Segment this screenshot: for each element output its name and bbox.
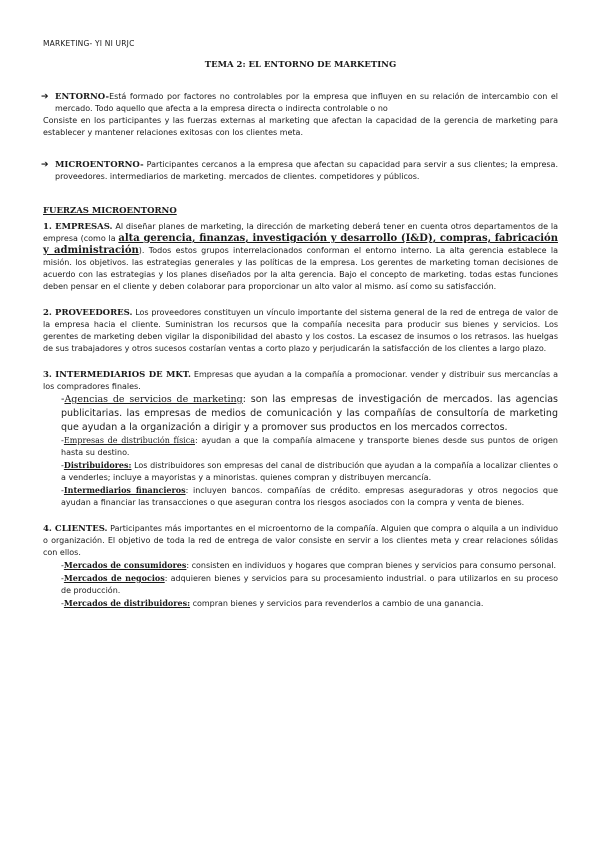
empresas-text-1: Al diseñar planes de marketing, la dirección de marketing deberá tener en cuenta otros departamentos de la empresa (como la: [43, 222, 558, 243]
proveedores-section: [43, 307, 558, 355]
entorno-block: [43, 91, 558, 139]
proveedores-heading: 2. PROVEEDORES.: [43, 308, 133, 318]
arrow-bullet-icon: ➔: [41, 160, 49, 170]
empresas-section: [43, 221, 558, 293]
financieros-label: Intermediarios financieros: [63, 485, 186, 495]
running-header: MARKETING- YI NI URJC: [43, 39, 135, 48]
distribucion-label: Empresas de distribución física: [63, 436, 195, 445]
empresas-heading: 1. EMPRESAS.: [43, 222, 113, 232]
consumidores-label: Mercados de consumidores: [63, 560, 187, 570]
microentorno-term: MICROENTORNO-: [55, 160, 144, 170]
page-title: TEMA 2: EL ENTORNO DE MARKETING: [204, 60, 397, 70]
list-item: -Distribuidores: Los distribuidores son empresas del canal de distribución que ayudan a la compañía a localizar clientes o a venderles; incluye a mayoristas y a minoristas. quienes compran y distribuyen mercancía.: [61, 460, 558, 482]
arrow-bullet-icon: ➔: [41, 92, 49, 102]
clientes-heading: 4. CLIENTES.: [43, 524, 108, 534]
microentorno-block: [43, 159, 558, 183]
entorno-term: ENTORNO-: [55, 92, 110, 102]
entorno-text-2: Consiste en los participantes y las fuerzas externas al marketing que afectan la capacidad de la gerencia de marketing para establecer y mantener relaciones exitosas con los clientes meta.: [43, 116, 558, 137]
list-item: -Intermediarios financieros: incluyen bancos. compañías de crédito. empresas aseguradoras y otros negocios que ayudan a financiar las transacciones o que aseguran contra los riesgos asociados con la compra y venta de bienes.: [61, 485, 559, 507]
mercados-distribuidores-label: Mercados de distribuidores:: [63, 598, 191, 608]
consumidores-text: : consisten en individuos y hogares que compran bienes y servicios para consumo personal.: [186, 561, 557, 570]
document-page: [43, 38, 558, 610]
agencias-text: : son las empresas de investigación de mercados. las agencias publicitarias. las empresas de medios de comunicación y las compañías de consultoría de marketing que ayudan a la organización a dirigir y a promover sus productos en los mercados correctos.: [61, 394, 558, 433]
list-item: -Empresas de distribución física: ayudan a que la compañía almacene y transporte bienes desde sus puntos de origen hasta su destino.: [61, 436, 558, 457]
distribuidores-text: Los distribuidores son empresas del canal de distribución que ayudan a la compañía a localizar clientes o a venderles; incluye a mayoristas y a minoristas. quienes compran y distribuyen mercancía.: [61, 461, 558, 482]
list-item: -Mercados de negocios: adquieren bienes y servicios para su procesamiento industrial. o para utilizarlos en su proceso de producción.: [61, 573, 558, 595]
agencias-label: Agencias de servicios de marketing: [64, 394, 243, 405]
intermediarios-section: [43, 369, 558, 509]
empresas-text-2: ). Todos estos grupos interrelacionados conforman el entorno interno. La alta gerencia establece la misión. los objetivos. las estrategias generales y las políticas de la empresa. Los gerentes de marketing toman decisiones de acuerdo con las estrategias y los planes diseñados por la alta gerencia. Bajo el concepto de marketing. todas estas funciones deben pensar en el cliente y deben colaborar para proporcionar un alto valor al mismo. así como su satisfacción.: [43, 246, 559, 291]
mercados-distribuidores-text: compran bienes y servicios para revenderlos a cambio de una ganancia.: [190, 599, 484, 608]
list-item: -Mercados de distribuidores: compran bienes y servicios para revenderlos a cambio de una ganancia.: [61, 598, 484, 608]
clientes-text: Participantes más importantes en el microentorno de la compañía. Alguien que compra o alquila a un individuo o organización. El objetivo de toda la red de entrega de valor consiste en servir a los clientes meta y crear relaciones sólidas con ellos.: [43, 524, 558, 557]
negocios-text: : adquieren bienes y servicios para su procesamiento industrial. o para utilizarlos en su proceso de producción.: [61, 574, 558, 595]
distribucion-text: : ayudan a que la compañía almacene y transporte bienes desde sus puntos de origen hasta su destino.: [61, 436, 558, 457]
clientes-section: [43, 523, 558, 610]
negocios-label: Mercados de negocios: [63, 573, 165, 583]
proveedores-text: Los proveedores constituyen un vínculo importante del sistema general de la red de entrega de valor de la empresa hacia el cliente. Suministran los recursos que la compañía necesita para producir sus bienes y servicios. Los gerentes de marketing deben vigilar la disponibilidad del abasto y los costos. La escasez de insumos o los retrasos. las huelgas de sus trabajadores y otros sucesos costarían ventas a corto plazo y perjudicarán la satisfacción de los clientes a largo plazo.: [43, 308, 558, 353]
list-item: -Mercados de consumidores: consisten en individuos y hogares que compran bienes y servicios para consumo personal.: [61, 560, 557, 570]
distribuidores-label: Distribuidores:: [63, 460, 132, 470]
empresas-highlight: alta gerencia, finanzas, investigación y desarrollo (I&D), compras, fabricación y administración: [43, 233, 558, 256]
financieros-text: : incluyen bancos. compañías de crédito. empresas aseguradoras y otros negocios que ayudan a financiar las transacciones o que aseguran contra los riesgos asociados con la compra y venta de bienes.: [61, 486, 559, 507]
entorno-text: Está formado por factores no controlables por la empresa que influyen en su relación de intercambio con el mercado. Todo aquello que afecta a la empresa directa o indirecta controlable o no: [55, 92, 558, 113]
microentorno-text: Participantes cercanos a la empresa que afectan su capacidad para servir a sus clientes; la empresa. proveedores. intermediarios de marketing. mercados de clientes. competidores y públicos.: [55, 160, 558, 181]
intermediarios-heading: 3. INTERMEDIARIOS DE MKT.: [43, 370, 191, 380]
intermediarios-text: Empresas que ayudan a la compañía a promocionar. vender y distribuir sus mercancías a los compradores finales.: [43, 370, 558, 391]
fuerzas-title: FUERZAS MICROENTORNO: [43, 206, 177, 216]
list-item: -Agencias de servicios de marketing: son las empresas de investigación de mercados. las agencias publicitarias. las empresas de medios de comunicación y las compañías de consultoría de marketing que ayudan a la organización a dirigir y a promover sus productos en los mercados correctos.: [61, 394, 558, 433]
